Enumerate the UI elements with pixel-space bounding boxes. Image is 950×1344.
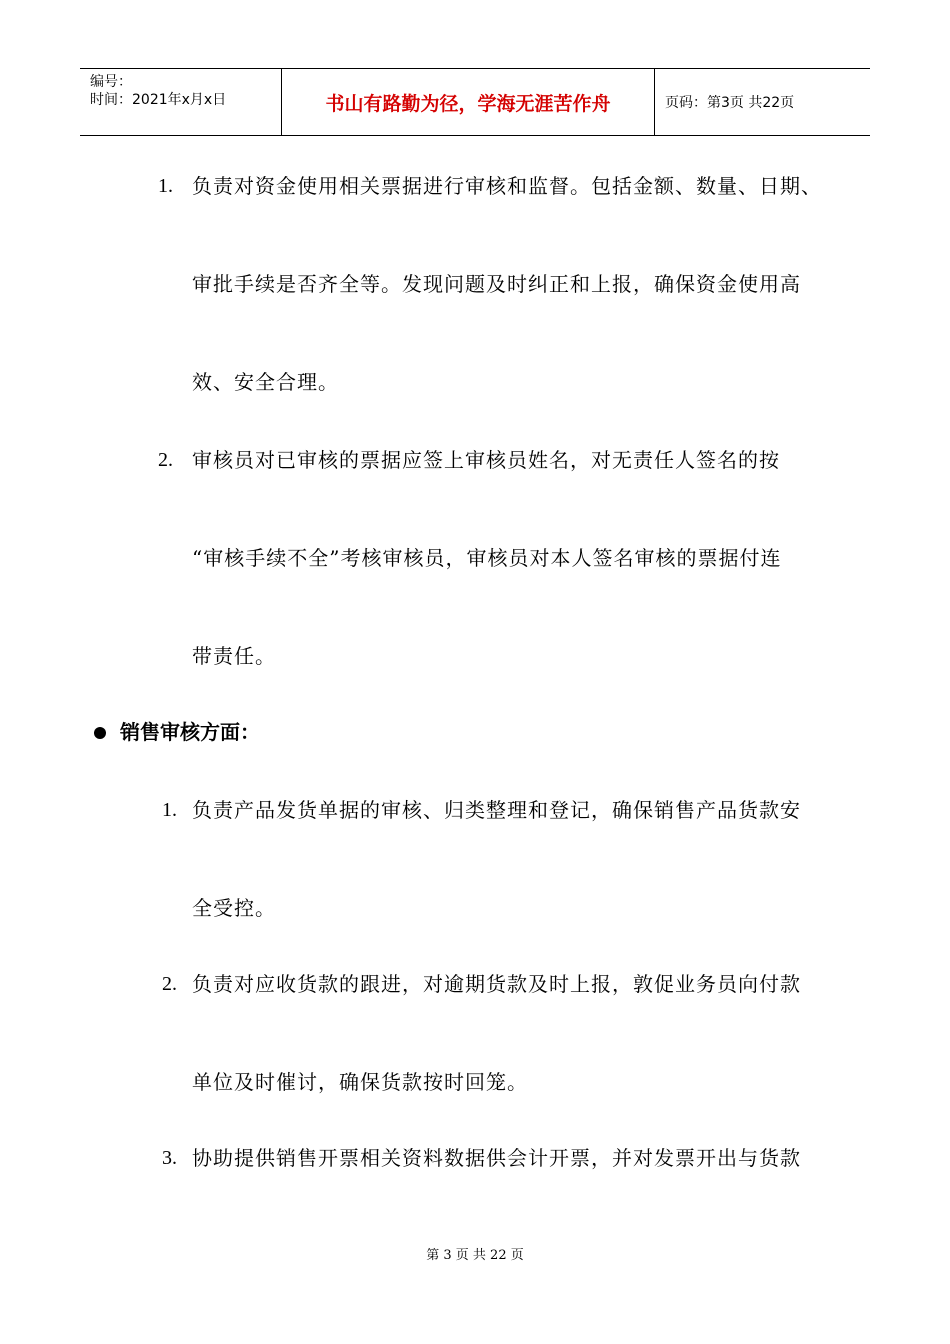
page-footer: 第 3 页 共 22 页 <box>426 1248 524 1263</box>
section-title: 销售审核方面： <box>120 720 260 744</box>
list-item-line: “审核手续不全”考核审核员，审核员对本人签名审核的票据付连 <box>192 546 782 570</box>
list-item-line: 效、安全合理。 <box>192 370 339 394</box>
header-page-info: 页码：第3页 共22页 <box>665 95 795 111</box>
list-item-number: 1. <box>158 175 173 197</box>
list-item-number: 2. <box>158 449 173 471</box>
list-item-line: 带责任。 <box>192 644 276 668</box>
document-number-label: 编号： <box>90 74 132 90</box>
list-item-line: 负责产品发货单据的审核、归类整理和登记，确保销售产品货款安 <box>192 798 801 822</box>
list-item-number: 1. <box>162 799 177 821</box>
list-item-number: 2. <box>162 973 177 995</box>
list-item-line: 负责对资金使用相关票据进行审核和监督。包括金额、数量、日期、 <box>192 174 822 198</box>
header-meta-cell <box>80 69 282 135</box>
list-item-line: 审核员对已审核的票据应签上审核员姓名，对无责任人签名的按 <box>192 448 780 472</box>
list-item-line: 审批手续是否齐全等。发现问题及时纠正和上报，确保资金使用高 <box>192 272 801 296</box>
bullet-icon <box>94 727 106 739</box>
list-item-line: 全受控。 <box>192 896 276 920</box>
list-item-line: 负责对应收货款的跟进，对逾期货款及时上报，敦促业务员向付款 <box>192 972 801 996</box>
header-page-cell <box>655 69 870 135</box>
list-item-line: 单位及时催讨，确保货款按时回笼。 <box>192 1070 528 1094</box>
document-header <box>80 68 870 136</box>
header-motto: 书山有路勤为径，学海无涯苦作舟 <box>325 92 611 115</box>
list-item-line: 协助提供销售开票相关资料数据供会计开票，并对发票开出与货款 <box>192 1146 801 1170</box>
header-motto-cell <box>282 69 655 135</box>
document-time-label: 时间：2021年x月x日 <box>90 92 227 108</box>
list-item-number: 3. <box>162 1147 177 1169</box>
